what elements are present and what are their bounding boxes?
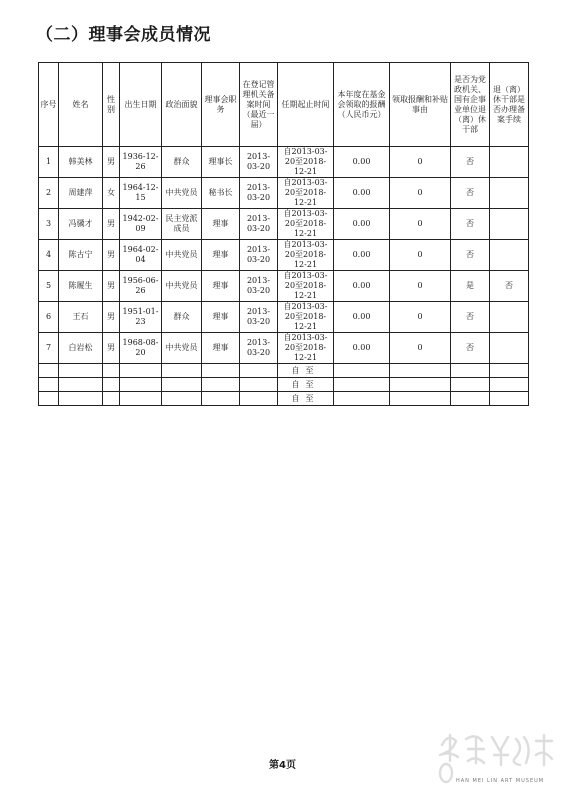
member-role: 理事长 bbox=[202, 147, 240, 178]
header-cell: 退（离）休干部是否办理备案手续 bbox=[490, 63, 529, 147]
member-filing-date: 2013-03-20 bbox=[240, 147, 278, 178]
empty-cell bbox=[240, 364, 278, 378]
member-political-status: 中共党员 bbox=[162, 240, 202, 271]
member-pay-reason: 0 bbox=[390, 240, 451, 271]
member-gender: 男 bbox=[103, 302, 120, 333]
empty-cell bbox=[240, 392, 278, 406]
museum-logo-subtitle: HAN MEI LIN ART MUSEUM bbox=[456, 778, 545, 784]
member-retirement-record bbox=[490, 302, 529, 333]
table-row bbox=[39, 147, 529, 178]
empty-cell bbox=[451, 392, 490, 406]
empty-cell bbox=[240, 378, 278, 392]
empty-term-cell: 自至 bbox=[278, 392, 334, 406]
empty-cell bbox=[59, 378, 103, 392]
empty-cell bbox=[103, 392, 120, 406]
page-number: 第4页 bbox=[269, 760, 296, 771]
member-political-status: 中共党员 bbox=[162, 333, 202, 364]
header-cell: 是否为党政机关、国有企事业单位退（离）休干部 bbox=[451, 63, 490, 147]
member-pay-reason: 0 bbox=[390, 147, 451, 178]
member-no: 6 bbox=[39, 302, 59, 333]
member-no: 4 bbox=[39, 240, 59, 271]
member-filing-date: 2013-03-20 bbox=[240, 209, 278, 240]
empty-cell bbox=[490, 364, 529, 378]
member-birth-date: 1968-08-20 bbox=[120, 333, 162, 364]
member-pay: 0.00 bbox=[334, 302, 390, 333]
member-birth-date: 1964-12-15 bbox=[120, 178, 162, 209]
table-row bbox=[39, 333, 529, 364]
header-cell: 性别 bbox=[103, 63, 120, 147]
member-name: 周建萍 bbox=[59, 178, 103, 209]
member-birth-date: 1956-06-26 bbox=[120, 271, 162, 302]
member-retired-official: 否 bbox=[451, 240, 490, 271]
table-row bbox=[39, 271, 529, 302]
member-pay: 0.00 bbox=[334, 147, 390, 178]
empty-cell bbox=[162, 378, 202, 392]
member-filing-date: 2013-03-20 bbox=[240, 178, 278, 209]
empty-cell bbox=[120, 392, 162, 406]
header-cell: 任期起止时间 bbox=[278, 63, 334, 147]
member-retirement-record bbox=[490, 147, 529, 178]
member-political-status: 民主党派成员 bbox=[162, 209, 202, 240]
member-gender: 男 bbox=[103, 240, 120, 271]
member-pay: 0.00 bbox=[334, 240, 390, 271]
member-pay-reason: 0 bbox=[390, 209, 451, 240]
empty-table-row bbox=[39, 378, 529, 392]
empty-cell bbox=[59, 392, 103, 406]
member-filing-date: 2013-03-20 bbox=[240, 302, 278, 333]
member-name: 陈履生 bbox=[59, 271, 103, 302]
member-birth-date: 1964-02-04 bbox=[120, 240, 162, 271]
empty-cell bbox=[202, 392, 240, 406]
empty-cell bbox=[202, 364, 240, 378]
empty-term-cell: 自至 bbox=[278, 364, 334, 378]
member-gender: 男 bbox=[103, 271, 120, 302]
member-name: 白岩松 bbox=[59, 333, 103, 364]
section-title: （二）理事会成员情况 bbox=[36, 25, 211, 45]
member-role: 秘书长 bbox=[202, 178, 240, 209]
member-pay: 0.00 bbox=[334, 178, 390, 209]
member-term: 自2013-03-20至2018-12-21 bbox=[278, 147, 334, 178]
empty-cell bbox=[162, 364, 202, 378]
member-pay-reason: 0 bbox=[390, 271, 451, 302]
header-cell: 领取报酬和补贴事由 bbox=[390, 63, 451, 147]
member-pay-reason: 0 bbox=[390, 333, 451, 364]
empty-cell bbox=[490, 378, 529, 392]
member-term: 自2013-03-20至2018-12-21 bbox=[278, 271, 334, 302]
member-no: 1 bbox=[39, 147, 59, 178]
table-row bbox=[39, 178, 529, 209]
member-political-status: 中共党员 bbox=[162, 271, 202, 302]
member-role: 理事 bbox=[202, 302, 240, 333]
header-cell: 姓名 bbox=[59, 63, 103, 147]
member-retirement-record: 否 bbox=[490, 271, 529, 302]
empty-cell bbox=[103, 378, 120, 392]
member-pay-reason: 0 bbox=[390, 178, 451, 209]
member-name: 冯骥才 bbox=[59, 209, 103, 240]
empty-cell bbox=[490, 392, 529, 406]
empty-cell bbox=[39, 364, 59, 378]
member-retirement-record bbox=[490, 209, 529, 240]
table-row bbox=[39, 209, 529, 240]
member-pay: 0.00 bbox=[334, 209, 390, 240]
empty-cell bbox=[334, 378, 390, 392]
member-retirement-record bbox=[490, 178, 529, 209]
member-retired-official: 否 bbox=[451, 333, 490, 364]
member-retired-official: 否 bbox=[451, 209, 490, 240]
member-gender: 男 bbox=[103, 147, 120, 178]
empty-table-row bbox=[39, 364, 529, 378]
member-retired-official: 否 bbox=[451, 302, 490, 333]
member-birth-date: 1936-12-26 bbox=[120, 147, 162, 178]
table-row bbox=[39, 240, 529, 271]
member-filing-date: 2013-03-20 bbox=[240, 333, 278, 364]
member-term: 自2013-03-20至2018-12-21 bbox=[278, 302, 334, 333]
empty-cell bbox=[451, 364, 490, 378]
empty-cell bbox=[120, 364, 162, 378]
member-political-status: 群众 bbox=[162, 302, 202, 333]
board-members-table bbox=[38, 62, 529, 406]
member-name: 王石 bbox=[59, 302, 103, 333]
member-gender: 男 bbox=[103, 209, 120, 240]
member-pay: 0.00 bbox=[334, 271, 390, 302]
empty-cell bbox=[334, 364, 390, 378]
member-gender: 女 bbox=[103, 178, 120, 209]
empty-cell bbox=[390, 378, 451, 392]
empty-cell bbox=[59, 364, 103, 378]
header-cell: 政治面貌 bbox=[162, 63, 202, 147]
empty-cell bbox=[120, 378, 162, 392]
header-cell: 理事会职务 bbox=[202, 63, 240, 147]
member-retirement-record bbox=[490, 240, 529, 271]
empty-cell bbox=[162, 392, 202, 406]
member-filing-date: 2013-03-20 bbox=[240, 240, 278, 271]
member-political-status: 中共党员 bbox=[162, 178, 202, 209]
member-role: 理事 bbox=[202, 240, 240, 271]
member-retired-official: 否 bbox=[451, 147, 490, 178]
member-no: 5 bbox=[39, 271, 59, 302]
empty-table-row bbox=[39, 392, 529, 406]
table-header-row bbox=[39, 63, 529, 147]
header-cell: 出生日期 bbox=[120, 63, 162, 147]
member-role: 理事 bbox=[202, 271, 240, 302]
member-no: 7 bbox=[39, 333, 59, 364]
empty-cell bbox=[334, 392, 390, 406]
empty-term-cell: 自至 bbox=[278, 378, 334, 392]
member-term: 自2013-03-20至2018-12-21 bbox=[278, 240, 334, 271]
member-name: 韩美林 bbox=[59, 147, 103, 178]
empty-cell bbox=[390, 364, 451, 378]
member-term: 自2013-03-20至2018-12-21 bbox=[278, 178, 334, 209]
empty-cell bbox=[103, 364, 120, 378]
header-cell: 在登记管理机关备案时间（最近一届） bbox=[240, 63, 278, 147]
member-pay-reason: 0 bbox=[390, 302, 451, 333]
member-retired-official: 否 bbox=[451, 178, 490, 209]
empty-cell bbox=[39, 378, 59, 392]
empty-cell bbox=[451, 378, 490, 392]
member-no: 2 bbox=[39, 178, 59, 209]
member-role: 理事 bbox=[202, 209, 240, 240]
member-retirement-record bbox=[490, 333, 529, 364]
member-political-status: 群众 bbox=[162, 147, 202, 178]
empty-cell bbox=[39, 392, 59, 406]
member-birth-date: 1951-01-23 bbox=[120, 302, 162, 333]
member-retired-official: 是 bbox=[451, 271, 490, 302]
member-no: 3 bbox=[39, 209, 59, 240]
member-term: 自2013-03-20至2018-12-21 bbox=[278, 333, 334, 364]
member-role: 理事 bbox=[202, 333, 240, 364]
member-gender: 男 bbox=[103, 333, 120, 364]
empty-cell bbox=[202, 378, 240, 392]
member-name: 陈古宁 bbox=[59, 240, 103, 271]
member-filing-date: 2013-03-20 bbox=[240, 271, 278, 302]
header-cell: 本年度在基金会领取的报酬（人民币元） bbox=[334, 63, 390, 147]
member-birth-date: 1942-02-09 bbox=[120, 209, 162, 240]
table-row bbox=[39, 302, 529, 333]
empty-cell bbox=[390, 392, 451, 406]
member-term: 自2013-03-20至2018-12-21 bbox=[278, 209, 334, 240]
member-pay: 0.00 bbox=[334, 333, 390, 364]
header-cell: 序号 bbox=[39, 63, 59, 147]
